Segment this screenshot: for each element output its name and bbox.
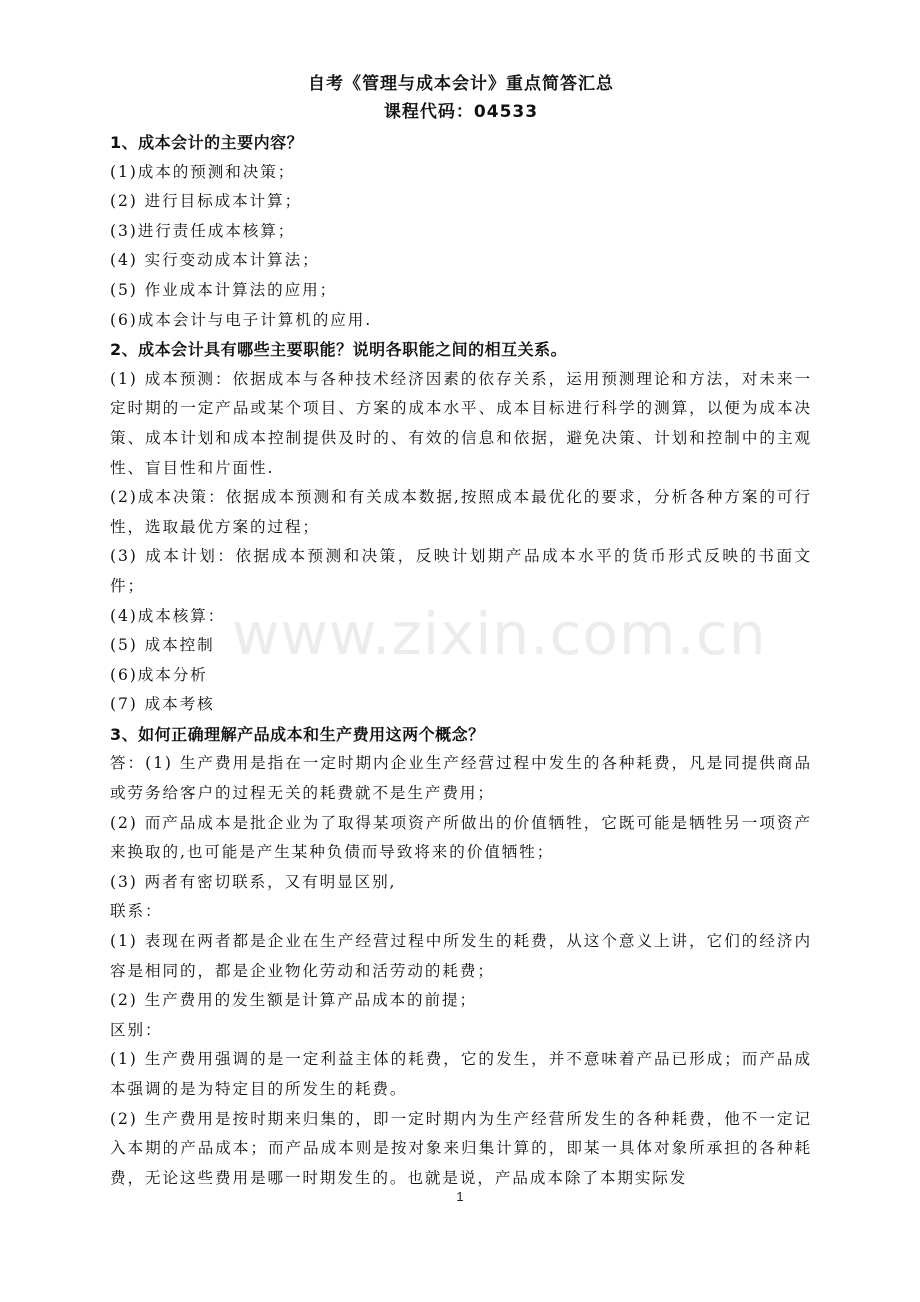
document-blocks [110,128,812,1193]
paragraph: (5) 作业成本计算法的应用； [110,280,338,299]
document-body [110,70,812,1193]
paragraph: (3) 成本计划：依据成本预测和决策，反映计划期产品成本水平的货币形式反映的书面文件； [110,547,812,595]
paragraph: (6)成本会计与电子计算机的应用. [110,310,373,329]
paragraph: 答：(1) 生产费用是指在一定时期内企业生产经营过程中发生的各种耗费，凡是同提供商品或劳务给客户的过程无关的耗费就不是生产费用； [110,754,812,803]
page-number: 1 [456,1189,464,1204]
section-heading: 3、如何正确理解产品成本和生产费用这两个概念？ [110,724,485,744]
paragraph: (3)进行责任成本核算； [110,221,296,240]
paragraph: (3) 两者有密切联系，又有明显区别, [110,872,397,891]
paragraph: (1) 表现在两者都是企业在生产经营过程中所发生的耗费，从这个意义上讲，它们的经济内容是相同的，都是企业物化劳动和活劳动的耗费； [110,932,812,980]
paragraph: (7) 成本考核 [110,695,215,714]
watermark: www.zixin.com.cn [232,600,767,668]
paragraph: (2)成本决策：依据成本预测和有关成本数据,按照成本最优化的要求，分析各种方案的可行性，选取最优方案的过程； [110,488,812,536]
document-title: 自考《管理与成本会计》重点简答汇总 [308,74,614,94]
paragraph: (5) 成本控制 [110,636,215,655]
paragraph: (2) 而产品成本是批企业为了取得某项资产所做出的价值牺牲，它既可能是牺牲另一项资产来换取的,也可能是产生某种负债而导致将来的价值牺牲； [110,813,812,862]
section-heading: 2、成本会计具有哪些主要职能？说明各职能之间的相互关系。 [110,340,568,360]
paragraph: (1) 生产费用强调的是一定利益主体的耗费，它的发生，并不意味着产品已形成；而产品成本强调的是为特定目的所发生的耗费。 [110,1050,812,1098]
section-heading: 1、成本会计的主要内容？ [110,133,304,152]
paragraph: 区别： [110,1020,163,1039]
paragraph: (2) 生产费用是按时期来归集的，即一定时期内为生产经营所发生的各种耗费，他不一定记入本期的产品成本；而产品成本则是按对象来归集计算的，即某一具体对象所承担的各种耗费，无论这些费用是哪一时期发生的。也就是说，产品成本除了本期实际发 [110,1109,812,1187]
paragraph: (4)成本核算： [110,606,226,625]
paragraph: (1)成本的预测和决策； [110,162,296,181]
paragraph: 联系： [110,902,163,921]
paragraph: (6)成本分析 [110,665,208,684]
paragraph: (1) 成本预测：依据成本与各种技术经济因素的依存关系，运用预测理论和方法，对未来一定时期的一定产品或某个项目、方案的成本水平、成本目标进行科学的测算，以便为成本决策、成本计划和成本控制提供及时的、有效的信息和依据，避免决策、计划和控制中的主观性、盲目性和片面性. [110,369,812,477]
paragraph: (2) 生产费用的发生额是计算产品成本的前提； [110,991,478,1010]
paragraph: (4) 实行变动成本计算法； [110,251,320,270]
paragraph: (2) 进行目标成本计算； [110,192,303,211]
course-code: 课程代码：04533 [383,102,539,122]
